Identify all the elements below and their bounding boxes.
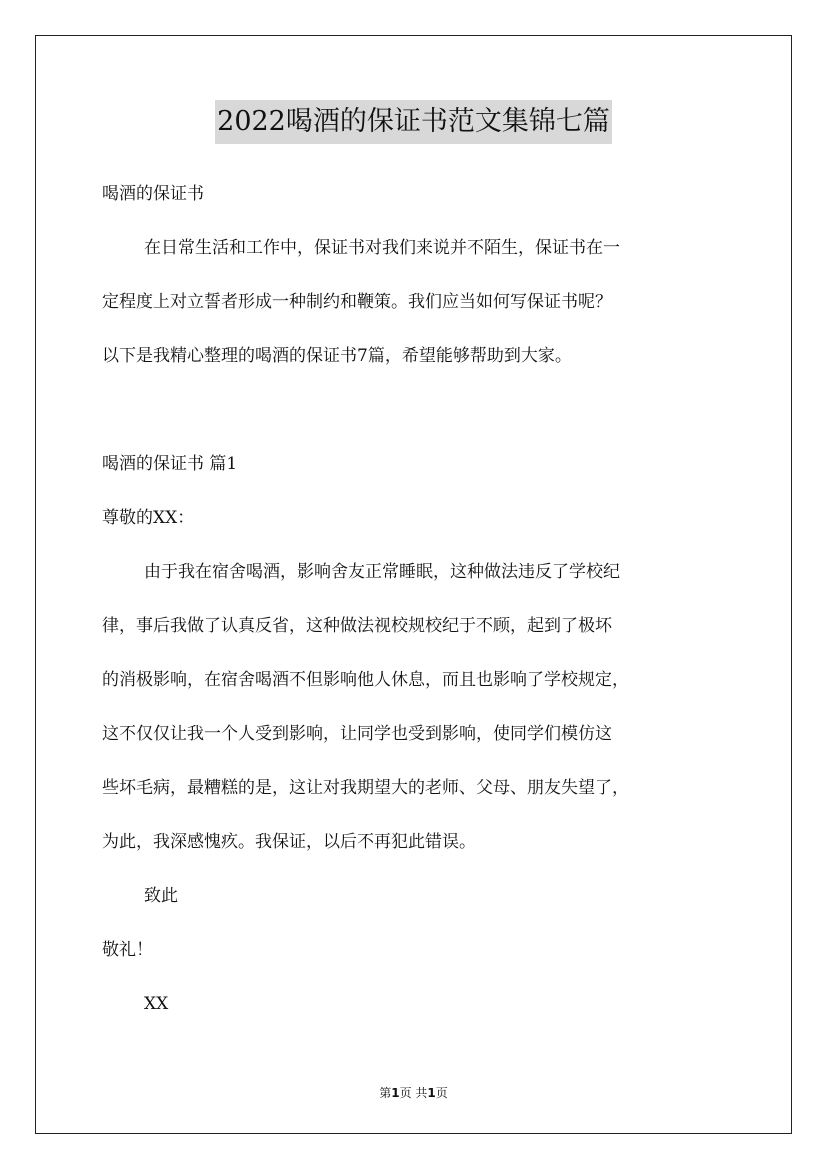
- paragraph-line: 这不仅仅让我一个人受到影响，让同学也受到影响，使同学们模仿这: [102, 724, 612, 744]
- title-wrap: [0, 100, 827, 144]
- footer-mid: 页 共: [399, 1086, 428, 1100]
- paragraph-line: 律，事后我做了认真反省，这种做法视校规校纪于不顾，起到了极坏: [102, 616, 612, 636]
- paragraph-line: 由于我在宿舍喝酒，影响舍友正常睡眠，这种做法违反了学校纪: [144, 562, 620, 582]
- paragraph-line: 为此，我深感愧疚。我保证，以后不再犯此错误。: [102, 832, 476, 852]
- footer-prefix: 第: [379, 1086, 392, 1100]
- paragraph-line: 在日常生活和工作中，保证书对我们来说并不陌生，保证书在一: [144, 238, 620, 258]
- signature: XX: [144, 994, 169, 1014]
- paragraph-line: 些坏毛病，最糟糕的是，这让对我期望大的老师、父母、朋友失望了，: [102, 778, 629, 798]
- paragraph-line: 的消极影响，在宿舍喝酒不但影响他人休息，而且也影响了学校规定，: [102, 670, 629, 690]
- page-footer: [0, 1085, 827, 1101]
- document-title: 2022喝酒的保证书范文集锦七篇: [215, 100, 612, 144]
- footer-total-pages: 1: [427, 1086, 436, 1100]
- paragraph-line: 以下是我精心整理的喝酒的保证书7篇，希望能够帮助到大家。: [102, 346, 572, 366]
- paragraph-line: 定程度上对立誓者形成一种制约和鞭策。我们应当如何写保证书呢？: [102, 292, 612, 312]
- salutation: 尊敬的XX：: [102, 508, 195, 528]
- footer-page-number: 1: [391, 1086, 400, 1100]
- footer-suffix: 页: [435, 1086, 448, 1100]
- closing-phrase: 致此: [144, 886, 178, 906]
- intro-heading: 喝酒的保证书: [102, 184, 204, 204]
- section-heading: 喝酒的保证书 篇1: [102, 454, 238, 474]
- closing-regards: 敬礼！: [102, 940, 153, 960]
